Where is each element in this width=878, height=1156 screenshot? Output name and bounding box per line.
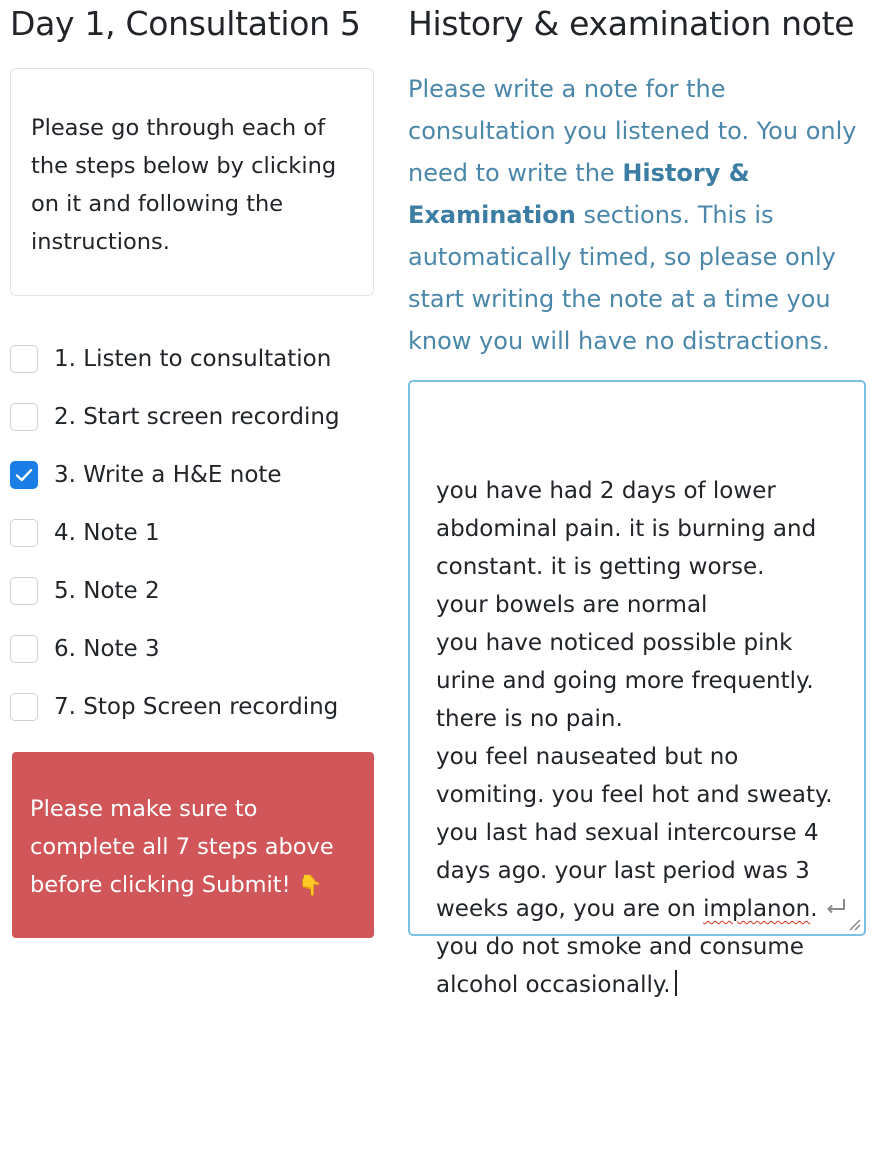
note-instructions <box>408 68 866 362</box>
step-note-1[interactable] <box>10 504 374 562</box>
consultation-title: Day 1, Consultation 5 <box>10 4 361 43</box>
step-stop-screen-recording[interactable] <box>10 678 374 736</box>
misspelled-word: implanon <box>703 896 811 922</box>
step-checkbox-checked[interactable] <box>10 461 38 489</box>
step-label: 7. Stop Screen recording <box>54 694 339 720</box>
instructions-text: Please go through each of the steps below by clicking on it and following the instructions. <box>31 115 337 255</box>
step-note-2[interactable] <box>10 562 374 620</box>
pointing-down-icon: 👇 <box>297 873 323 897</box>
submit-warning-alert <box>12 752 374 938</box>
note-text <box>436 472 844 1004</box>
instructions-part-2: sections. This is automatically timed, so please only start writing the note at a time you know you will have no distractions. <box>408 201 836 355</box>
step-checkbox[interactable] <box>10 693 38 721</box>
he-note-textarea[interactable] <box>408 380 866 998</box>
step-checkbox[interactable] <box>10 635 38 663</box>
enter-key-icon <box>824 896 848 916</box>
note-section-title: History & examination note <box>408 4 855 43</box>
note-text-start: you have had 2 days of lower abdominal pain. it is burning and constant. it is getting worse. your bowels are normal you have noticed possible pink urine and going more frequently. there is no pain. you feel nauseated but no vomiting. you feel hot and sweaty. you last had sexual intercourse 4 days ago. your last period was 3 weeks ago, you are on <box>436 478 833 922</box>
step-label: 6. Note 3 <box>54 636 160 662</box>
step-checkbox[interactable] <box>10 519 38 547</box>
step-label: 4. Note 1 <box>54 520 160 546</box>
instructions-card <box>10 68 374 296</box>
step-label: 3. Write a H&E note <box>54 462 282 488</box>
step-listen-to-consultation[interactable] <box>10 330 374 388</box>
step-note-3[interactable] <box>10 620 374 678</box>
text-cursor <box>675 970 677 996</box>
step-write-he-note[interactable] <box>10 446 374 504</box>
step-checkbox[interactable] <box>10 403 38 431</box>
step-checkbox[interactable] <box>10 577 38 605</box>
step-label: 5. Note 2 <box>54 578 160 604</box>
step-label: 1. Listen to consultation <box>54 346 332 372</box>
step-checkbox[interactable] <box>10 345 38 373</box>
check-icon <box>15 468 33 482</box>
steps-list <box>10 330 374 736</box>
step-start-screen-recording[interactable] <box>10 388 374 446</box>
step-label: 2. Start screen recording <box>54 404 340 430</box>
instructions-part-1: Please write a note for the consultation you listened to. You only need to write the <box>408 75 857 187</box>
note-text-end: . you do not smoke and consume alcohol occasionally. <box>436 896 818 998</box>
instructions-bold: History & Examination <box>408 159 750 229</box>
warning-text: Please make sure to complete all 7 steps above before clicking Submit! <box>30 796 334 898</box>
resize-grip-icon[interactable] <box>847 917 861 931</box>
